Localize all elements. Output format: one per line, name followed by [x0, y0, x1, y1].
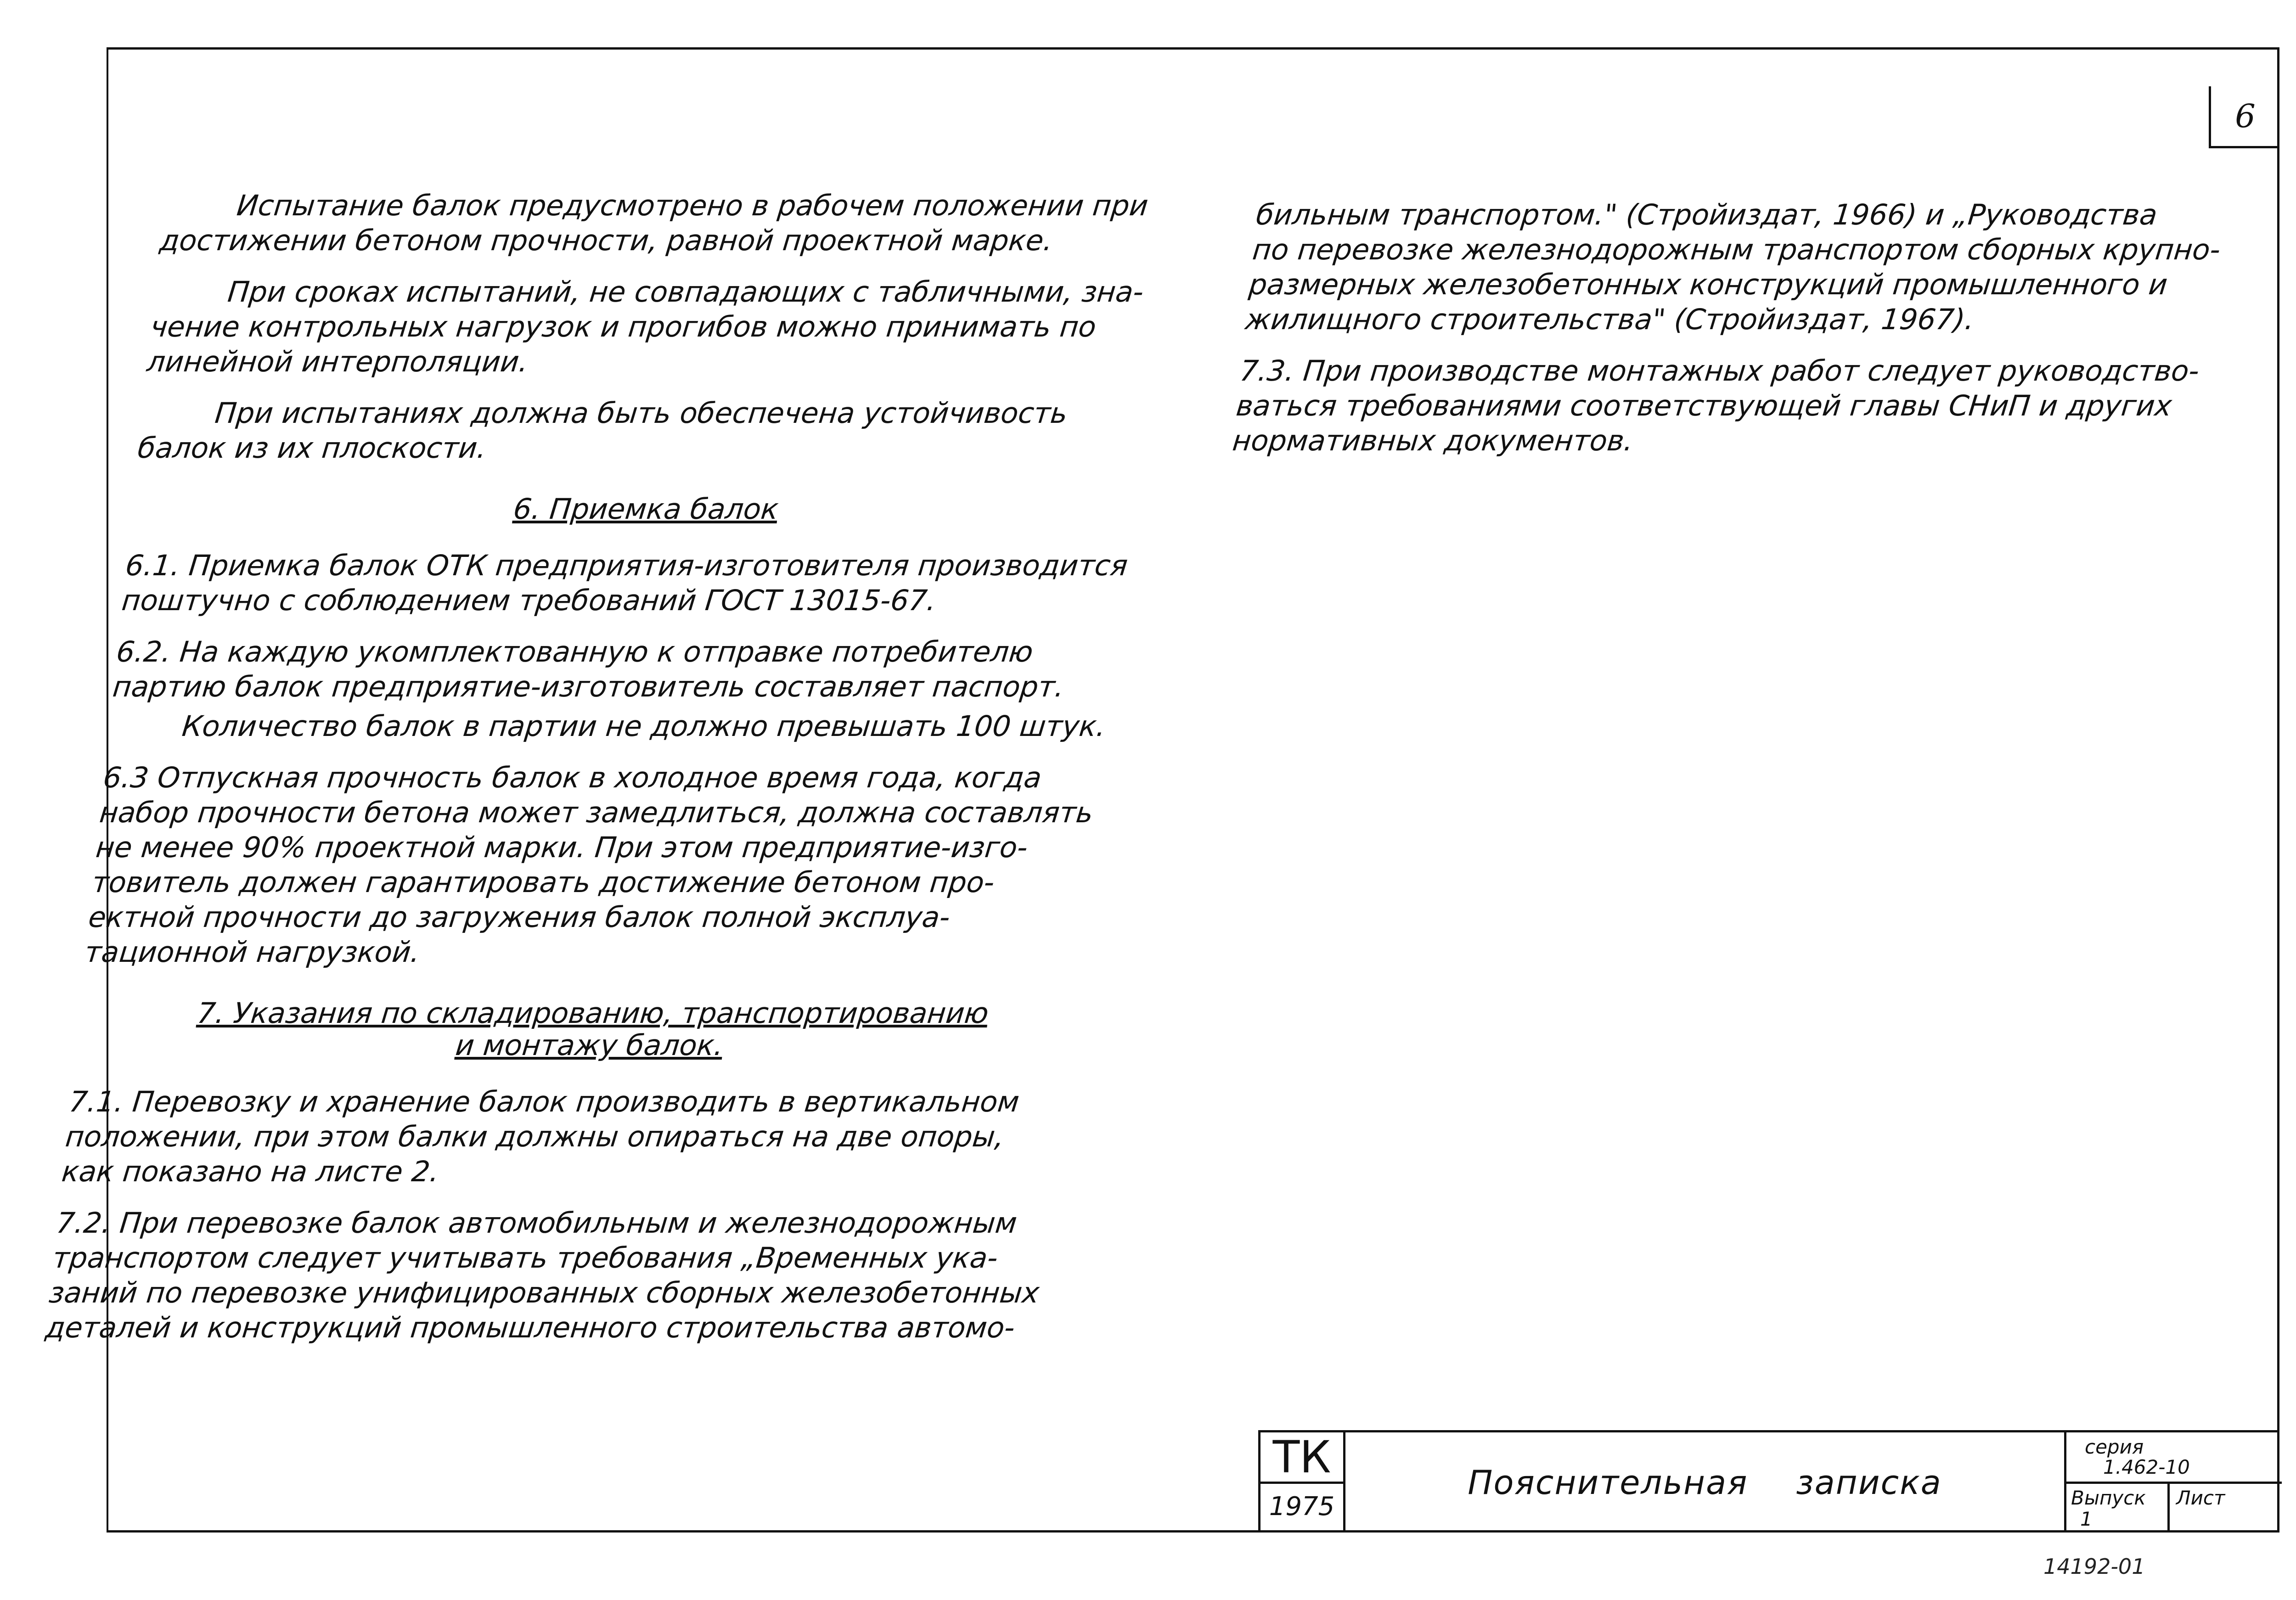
paragraph-7-3: 7.3. При производстве монтажных работ следует руководство- ваться требованиями соответствующей главы СНиП и других нормативных документов.: [1231, 354, 2201, 457]
paragraph-7-1: 7.1. Перевозку и хранение балок производить в вертикальном положении, при этом балки должны опираться на две опоры, как показано на листе 2.: [60, 1085, 1021, 1188]
paragraph-stability: При испытаниях должна быть обеспечена устойчивость балок из их плоскости.: [136, 396, 1069, 465]
title-block-meta: [2064, 1432, 2282, 1533]
right-text-column: [1229, 197, 2241, 475]
series-label: серия: [2085, 1436, 2144, 1458]
paragraph-7-2-continued: бильным транспортом." (Стройиздат, 1966) и „Руководства по перевозке железнодорожным транспортом сборных крупно- размерных железобетонных конструкций промышленного и жилищного строительства" (Стройиздат, 1967).: [1244, 198, 2222, 336]
document-title: Пояснительная записка: [1468, 1463, 1942, 1502]
section-6-heading: 6. Приемка балок: [512, 492, 780, 526]
archive-number: 14192-01: [2043, 1554, 2145, 1579]
sheet-cell: [2170, 1484, 2284, 1533]
paragraph-6-3: 6.3 Отпускная прочность балок в холодное время года, когда набор прочности бетона может замедлиться, должна составлять не менее 90% проектной марки. При этом предприятие-изго- товитель должен гарантировать достижение бетоном про- ектной прочности до загружения балок полной эксплуа- тационной нагрузкой.: [83, 761, 1095, 969]
paragraph-test-timing: При сроках испытаний, не совпадающих с табличными, зна- чение контрольных нагрузок и прогибов можно принимать по линейной интерполяции.: [145, 275, 1146, 378]
left-text-column: [42, 188, 1194, 1362]
page-number: [2209, 86, 2279, 148]
series-value: 1.462-10: [2103, 1456, 2190, 1478]
paragraph-7-2: 7.2. При перевозке балок автомобильным и железнодорожным транспортом следует учитывать требования „Временных ука- заний по перевозке унифицированных сборных железобетонных деталей и конструкций промышленного строительства автомо-: [44, 1206, 1041, 1344]
paragraph-6-1: 6.1. Приемка балок ОТК предприятия-изготовителя производится поштучно с соблюдением требований ГОСТ 13015-67.: [120, 549, 1130, 617]
issue-value: 1: [2080, 1508, 2093, 1530]
page-number-value: 6: [2235, 97, 2256, 135]
title-block: [1258, 1430, 2279, 1533]
issue-label: Выпуск: [2071, 1487, 2146, 1509]
title-block-org: ТК: [1261, 1432, 1345, 1484]
section-7-heading: 7. Указания по складированию, транспортированию и монтажу балок.: [195, 996, 990, 1062]
paragraph-6-2: 6.2. На каждую укомплектованную к отправке потребителю партию балок предприятие-изготовитель составляет паспорт.: [111, 635, 1066, 703]
issue-cell: [2066, 1484, 2170, 1533]
series-cell: [2066, 1432, 2282, 1484]
paragraph-6-2-quantity: Количество балок в партии не должно превышать 100 штук.: [180, 709, 1108, 743]
title-block-year: 1975: [1261, 1484, 1345, 1533]
paragraph-testing-position: Испытание балок предусмотрено в рабочем положении при достижении бетоном прочности, равной проектной марке.: [158, 189, 1150, 257]
sheet-label: Лист: [2176, 1487, 2225, 1509]
